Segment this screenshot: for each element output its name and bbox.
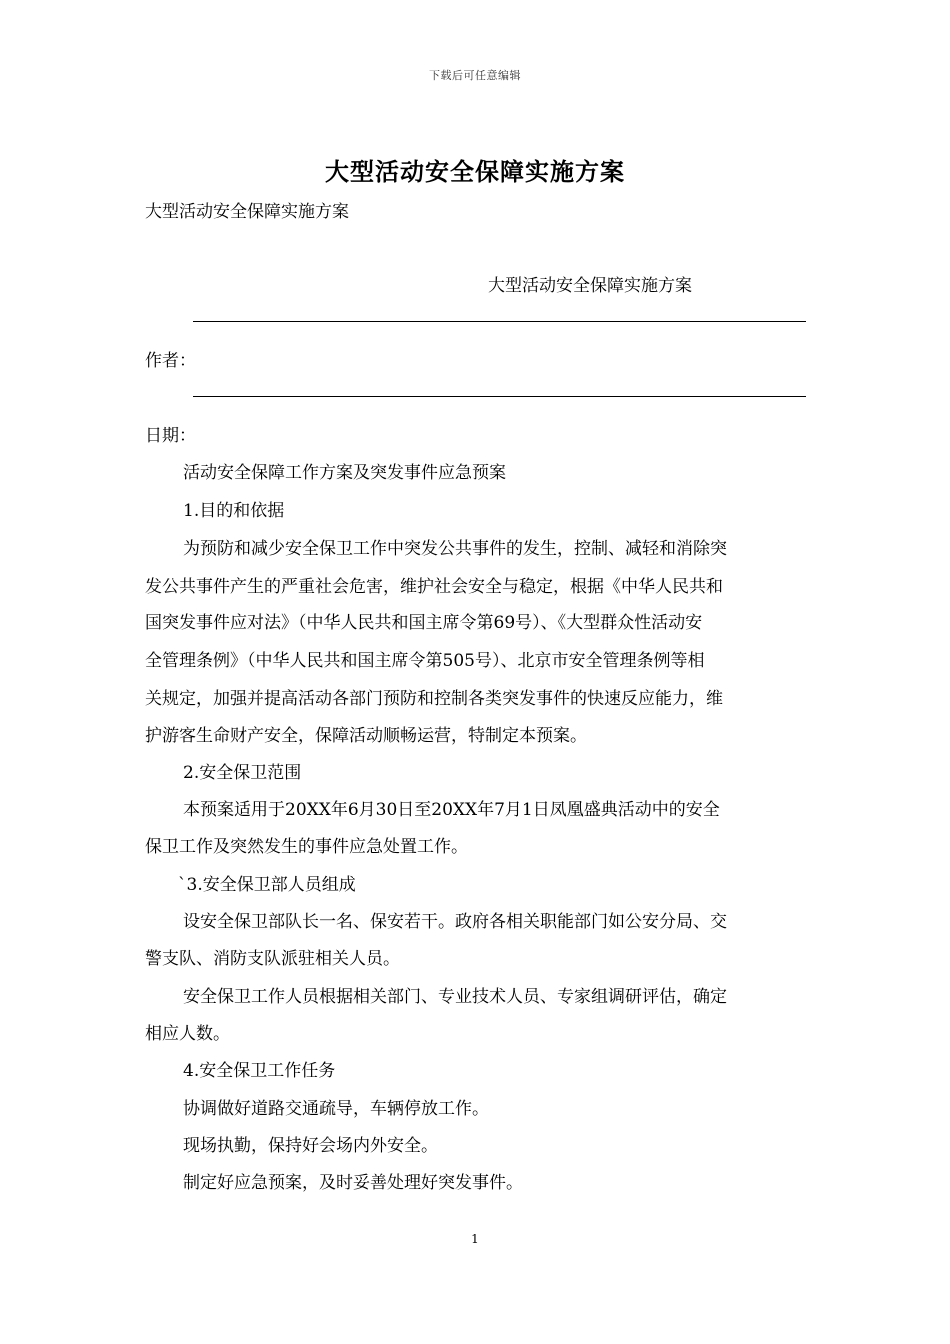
section1-line: 国突发事件应对法》（中华人民共和国主席令第69号）、《大型群众性活动安 xyxy=(145,613,703,633)
page-number: 1 xyxy=(471,1232,479,1246)
section1-line: 关规定，加强并提高活动各部门预防和控制各类突发事件的快速反应能力，维 xyxy=(145,689,723,709)
document-title: 大型活动安全保障实施方案 xyxy=(325,158,625,186)
section4-item: 制定好应急预案，及时妥善处理好突发事件。 xyxy=(183,1173,523,1193)
section3-line: 警支队、消防支队派驻相关人员。 xyxy=(145,949,400,969)
page-header-note: 下载后可任意编辑 xyxy=(429,69,521,82)
section4-item: 协调做好道路交通疏导，车辆停放工作。 xyxy=(183,1099,489,1119)
section3-heading: `3.安全保卫部人员组成 xyxy=(178,875,356,895)
section1-line: 护游客生命财产安全，保障活动顺畅运营，特制定本预案。 xyxy=(145,726,587,746)
section1-heading: 1.目的和依据 xyxy=(183,501,285,521)
section2-line: 本预案适用于20XX年6月30日至20XX年7月1日凤凰盛典活动中的安全 xyxy=(183,800,720,820)
section1-line: 发公共事件产生的严重社会危害，维护社会安全与稳定，根据《中华人民共和 xyxy=(145,577,723,597)
plan-title: 活动安全保障工作方案及突发事件应急预案 xyxy=(183,463,506,483)
section1-line: 全管理条例》（中华人民共和国主席令第505号）、北京市安全管理条例等相 xyxy=(145,651,705,671)
section3-line: 安全保卫工作人员根据相关部门、专业技术人员、专家组调研评估，确定 xyxy=(183,987,727,1007)
section4-item: 现场执勤，保持好会场内外安全。 xyxy=(183,1136,438,1156)
section3-line: 设安全保卫部队长一名、保安若干。政府各相关职能部门如公安分局、交 xyxy=(183,912,727,932)
section3-line: 相应人数。 xyxy=(145,1024,230,1044)
date-label: 日期： xyxy=(145,426,196,446)
section4-heading: 4.安全保卫工作任务 xyxy=(183,1061,336,1081)
author-label: 作者： xyxy=(145,351,196,371)
date-rule xyxy=(193,396,806,397)
section2-heading: 2.安全保卫范围 xyxy=(183,763,302,783)
author-rule xyxy=(193,321,806,322)
section2-line: 保卫工作及突然发生的事件应急处置工作。 xyxy=(145,837,468,857)
subtitle-left: 大型活动安全保障实施方案 xyxy=(145,202,349,222)
subtitle-right: 大型活动安全保障实施方案 xyxy=(488,276,692,296)
section1-line: 为预防和减少安全保卫工作中突发公共事件的发生，控制、减轻和消除突 xyxy=(183,539,727,559)
